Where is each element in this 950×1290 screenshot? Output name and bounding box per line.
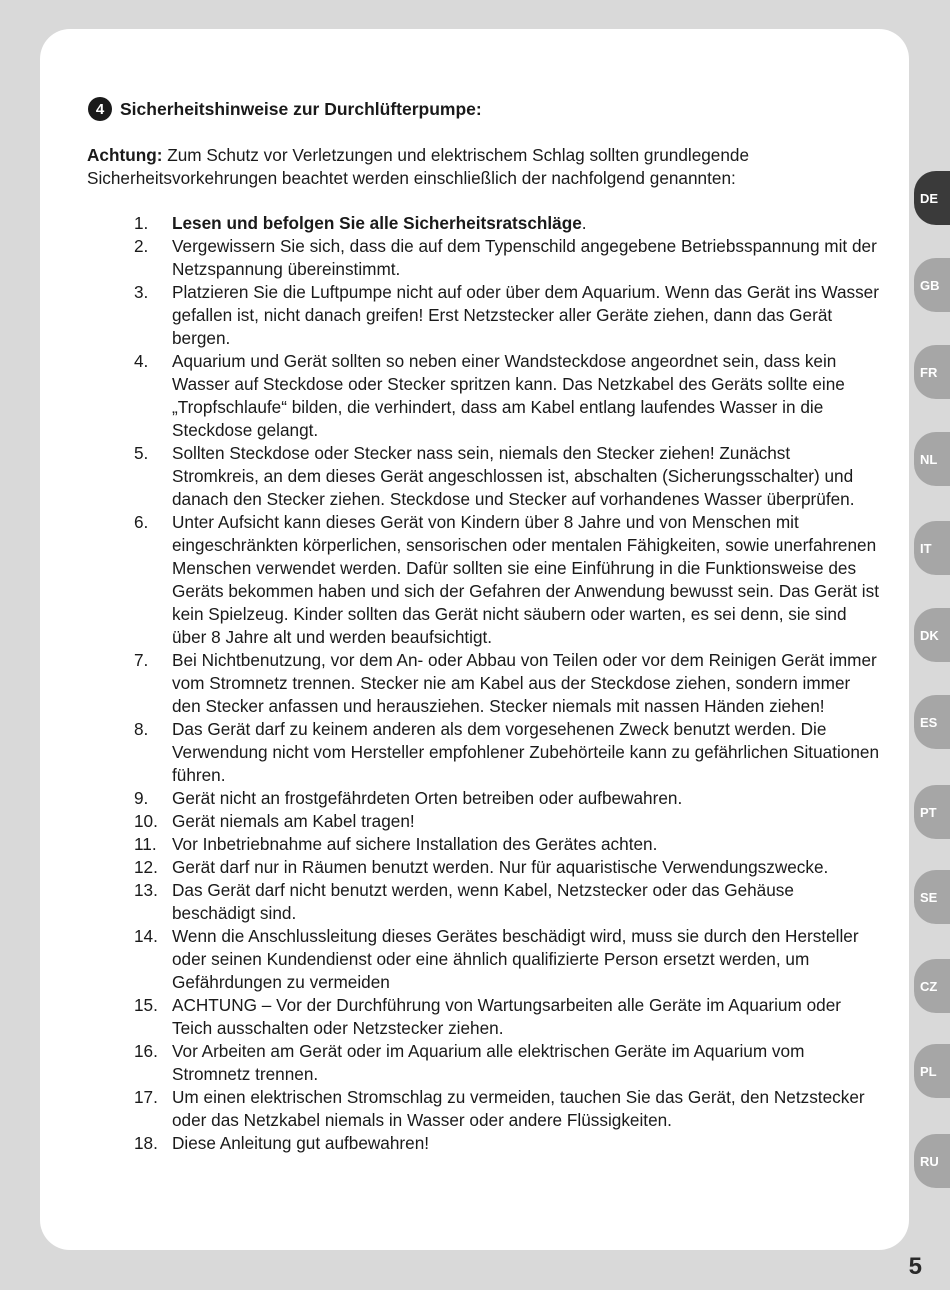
list-item-body-text: Aquarium und Gerät sollten so neben einer Wandsteckdose angeordnet sein, dass kein Wasser auf Steckdose oder Stecker spritzen kann. Das Netzkabel des Geräts sollte eine „Tropfschlaufe“ bilden, die verhindert, dass am Kabel entlang laufendes Wasser in die Steckdose gelangt.	[172, 351, 845, 440]
language-tab-it[interactable]: IT	[914, 521, 950, 575]
list-item-number	[110, 833, 172, 856]
list-item-text	[172, 718, 880, 787]
language-tab-ru[interactable]: RU	[914, 1134, 950, 1188]
list-item-number-text: 4.	[134, 351, 149, 371]
list-item-bold-text: Lesen und befolgen Sie alle Sicherheitsratschläge	[172, 213, 582, 233]
list-item-text	[172, 856, 880, 879]
language-tabs	[910, 0, 950, 1290]
list-item-number-text: 15.	[134, 995, 158, 1015]
list-item-number	[110, 1040, 172, 1086]
list-item	[110, 212, 880, 235]
list-item-text	[172, 442, 880, 511]
list-item-body-text: Gerät nicht an frostgefährdeten Orten betreiben oder aufbewahren.	[172, 788, 683, 808]
intro-text: Zum Schutz vor Verletzungen und elektrischem Schlag sollten grundlegende Sicherheitsvorkehrungen beachtet werden einschließlich der nachfolgend genannten:	[87, 145, 750, 188]
list-item	[110, 442, 880, 511]
list-item-text	[172, 833, 880, 856]
list-item-number	[110, 856, 172, 879]
intro-paragraph	[87, 144, 847, 190]
list-item	[110, 833, 880, 856]
list-item	[110, 787, 880, 810]
list-item-text	[172, 1040, 880, 1086]
list-item-body-text: Diese Anleitung gut aufbewahren!	[172, 1133, 430, 1153]
list-item-text	[172, 235, 880, 281]
list-item-body-text: .	[581, 213, 587, 233]
language-tab-nl[interactable]: NL	[914, 432, 950, 486]
list-item-number	[110, 1132, 172, 1155]
list-item-number	[110, 442, 172, 511]
list-item-number-text: 16.	[134, 1041, 158, 1061]
list-item-body-text: Vergewissern Sie sich, dass die auf dem Typenschild angegebene Betriebsspannung mit der Netzspannung übereinstimmt.	[172, 236, 877, 279]
language-tab-pt[interactable]: PT	[914, 785, 950, 839]
list-item-number-text: 6.	[134, 512, 149, 532]
list-item-number	[110, 649, 172, 718]
list-item-number-text: 2.	[134, 236, 149, 256]
list-item-body-text: Gerät niemals am Kabel tragen!	[172, 811, 415, 831]
language-tab-fr[interactable]: FR	[914, 345, 950, 399]
list-item-text	[172, 281, 880, 350]
section-title: Sicherheitshinweise zur Durchlüfterpumpe:	[120, 98, 482, 119]
list-item-number-text: 14.	[134, 926, 158, 946]
list-item-number-text: 8.	[134, 719, 149, 739]
list-item	[110, 810, 880, 833]
list-item-text	[172, 212, 880, 235]
list-item-number	[110, 235, 172, 281]
safety-instructions-list	[110, 212, 880, 1155]
list-item-number-text: 17.	[134, 1087, 158, 1107]
list-item	[110, 856, 880, 879]
list-item	[110, 649, 880, 718]
list-item-text	[172, 1132, 880, 1155]
list-item-body-text: Vor Inbetriebnahme auf sichere Installation des Gerätes achten.	[172, 834, 658, 854]
list-item	[110, 235, 880, 281]
list-item-text	[172, 810, 880, 833]
list-item	[110, 994, 880, 1040]
list-item	[110, 1132, 880, 1155]
list-item-body-text: Sollten Steckdose oder Stecker nass sein, niemals den Stecker ziehen! Zunächst Stromkreis, an dem dieses Gerät angeschlossen ist, abschalten (Sicherungsschalter) und danach den Stecker ziehen. Steckdose und Stecker auf vorhandenes Wasser überprüfen.	[172, 443, 855, 509]
list-item-text	[172, 1086, 880, 1132]
intro-label: Achtung:	[87, 145, 163, 165]
language-tab-dk[interactable]: DK	[914, 608, 950, 662]
language-tab-gb[interactable]: GB	[914, 258, 950, 312]
list-item-number	[110, 879, 172, 925]
language-tab-se[interactable]: SE	[914, 870, 950, 924]
language-tab-pl[interactable]: PL	[914, 1044, 950, 1098]
section-heading	[88, 96, 482, 122]
list-item	[110, 925, 880, 994]
list-item-body-text: ACHTUNG – Vor der Durchführung von Wartungsarbeiten alle Geräte im Aquarium oder Teich ausschalten oder Netzstecker ziehen.	[172, 995, 842, 1038]
list-item	[110, 718, 880, 787]
list-item-number-text: 18.	[134, 1133, 158, 1153]
list-item-text	[172, 350, 880, 442]
language-tab-de[interactable]: DE	[914, 171, 950, 225]
list-item-number-text: 3.	[134, 282, 149, 302]
list-item-text	[172, 879, 880, 925]
list-item-number-text: 5.	[134, 443, 149, 463]
list-item-number-text: 9.	[134, 788, 149, 808]
list-item	[110, 511, 880, 649]
list-item-number	[110, 925, 172, 994]
list-item-body-text: Gerät darf nur in Räumen benutzt werden. Nur für aquaristische Verwendungszwecke.	[172, 857, 829, 877]
list-item-body-text: Das Gerät darf nicht benutzt werden, wenn Kabel, Netzstecker oder das Gehäuse beschädigt sind.	[172, 880, 794, 923]
list-item-number	[110, 281, 172, 350]
list-item-text	[172, 649, 880, 718]
list-item-number	[110, 810, 172, 833]
list-item	[110, 1040, 880, 1086]
section-number-badge: 4	[88, 97, 112, 121]
list-item-body-text: Platzieren Sie die Luftpumpe nicht auf oder über dem Aquarium. Wenn das Gerät ins Wasser gefallen ist, nicht danach greifen! Erst Netzstecker aller Geräte ziehen, dann das Gerät bergen.	[172, 282, 879, 348]
list-item-text	[172, 994, 880, 1040]
list-item-text	[172, 787, 880, 810]
list-item-number-text: 7.	[134, 650, 149, 670]
list-item-text	[172, 925, 880, 994]
list-item-number	[110, 511, 172, 649]
list-item	[110, 879, 880, 925]
list-item-number	[110, 1086, 172, 1132]
list-item-number-text: 10.	[134, 811, 158, 831]
list-item-number-text: 13.	[134, 880, 158, 900]
list-item	[110, 281, 880, 350]
list-item-number-text: 12.	[134, 857, 158, 877]
list-item	[110, 350, 880, 442]
list-item-number	[110, 994, 172, 1040]
list-item	[110, 1086, 880, 1132]
list-item-number	[110, 212, 172, 235]
list-item-body-text: Das Gerät darf zu keinem anderen als dem vorgesehenen Zweck benutzt werden. Die Verwendung nicht vom Hersteller empfohlener Zubehörteile kann zu gefährlichen Situationen führen.	[172, 719, 880, 785]
list-item-body-text: Vor Arbeiten am Gerät oder im Aquarium alle elektrischen Geräte im Aquarium vom Stromnetz trennen.	[172, 1041, 805, 1084]
list-item-number	[110, 787, 172, 810]
list-item-number-text: 1.	[134, 213, 149, 233]
list-item-text	[172, 511, 880, 649]
language-tab-cz[interactable]: CZ	[914, 959, 950, 1013]
page-number: 5	[908, 1253, 922, 1280]
list-item-body-text: Unter Aufsicht kann dieses Gerät von Kindern über 8 Jahre und von Menschen mit eingeschränkten körperlichen, sensorischen oder mentalen Fähigkeiten, sowie unerfahrenen Menschen verwendet werden. Dafür sollten sie eine Einführung in die Funktionsweise des Geräts bekommen haben und sich der Gefahren der Anwendung bewusst sein. Das Gerät ist kein Spielzeug. Kinder sollten das Gerät nicht säubern oder warten, es sei denn, sie sind über 8 Jahre alt und werden beaufsichtigt.	[172, 512, 879, 647]
list-item-body-text: Um einen elektrischen Stromschlag zu vermeiden, tauchen Sie das Gerät, den Netzstecker oder das Netzkabel niemals in Wasser oder andere Flüssigkeiten.	[172, 1087, 865, 1130]
list-item-body-text: Wenn die Anschlussleitung dieses Gerätes beschädigt wird, muss sie durch den Hersteller oder seinen Kundendienst oder eine ähnlich qualifizierte Person ersetzt werden, um Gefährdungen zu vermeiden	[172, 926, 859, 992]
list-item-number	[110, 350, 172, 442]
list-item-number-text: 11.	[134, 834, 157, 854]
list-item-number	[110, 718, 172, 787]
language-tab-es[interactable]: ES	[914, 695, 950, 749]
list-item-body-text: Bei Nichtbenutzung, vor dem An- oder Abbau von Teilen oder vor dem Reinigen Gerät immer vom Stromnetz trennen. Stecker nie am Kabel aus der Steckdose ziehen, sondern immer den Stecker anfassen und herausziehen. Stecker niemals mit nassen Händen ziehen!	[172, 650, 877, 716]
